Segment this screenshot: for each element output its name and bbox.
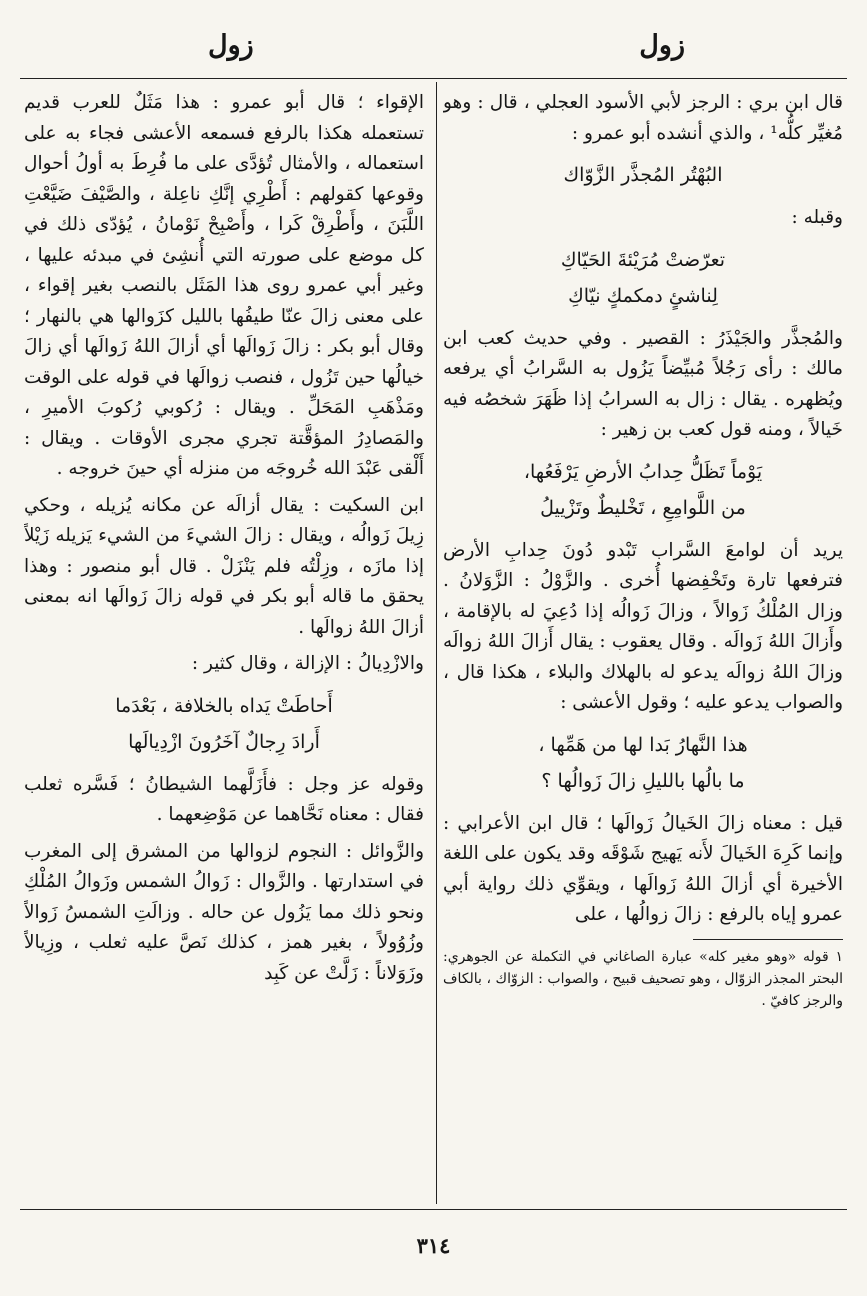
paragraph: وقبله : [791,207,843,228]
page-number: ٣١٤ [416,1233,451,1258]
verse [443,242,843,314]
verse [24,688,424,760]
verse [443,157,843,193]
verse-line: من اللَّوامِعِ ، تَخْليطٌ وتَزْييلُ [540,496,746,519]
paragraph: الإقواء ؛ قال أبو عمرو : هذا مَثَلٌ للعرب قديم تستعمله هكذا بالرفع فسمعه الأعشى فجاء به على استعماله ، والأمثال تُؤدَّى على ما فُرِطَ به أولُ أحوال وقوعها كقولهم : أَطْرِي إنَّكِ ناعِلة ، والصَّيْفَ ضَيَّعْتِ اللَّبَنَ ، وأَطْرِقْ كَرا ، وأَصْبِحْ نَوْمانُ ، يُؤدّى ذلك في كل موضع على صورته التي أُنشِئ في مبدئه عليها ، وغير أبي عمرو روى هذا المَثَل بالنصب بغير إقواء ، على معنى زالَ عنّا طيفُها بالليل كزَوالها هي بالنهار ؛ وقال أبو بكر : زالَ زَوالَها أي أزالَ اللهُ زَوالَها أي زالَ خيالُها حين تَزُول ، فنصب زوالَها في قوله على الوقت ومَذْهَبِ المَحَلِّ . ويقال : رُكوبي رُكوبَ الأميرِ ، والمَصادِرُ المؤقَّتة تجري مجرى الأوقات . ويقال : أَلْقى عَبْدَ الله خُروجَه من منزله أي حينَ خروجه . [24,92,424,479]
verse-line: ما بالُها بالليلِ زالَ زَوالُها ؟ [541,769,745,792]
verse-line: البُهْتُر المُجذَّر الزَّوّاك [563,164,723,186]
verse-line: تعرّضتْ مُرَيْئةَ الحَيّاكِ [560,248,726,271]
paragraph: ابن السكيت : يقال أزالَه عن مكانه يُزيله ، وحكي زِيلَ زَوالُه ، ويقال : زالَ الشيءَ من الشيء يَزيله زَيْلاً إذا مازَه ، وزِلْتُه فلم يَنْزَلْ . قال أبو منصور : وهذا يحقق ما قاله أبو بكر في قوله زالَ زَوالَها انه بمعنى أزالَ اللهُ زوالَها . [24,494,424,638]
right-column [443,88,843,1198]
column-divider [436,82,437,1204]
bottom-rule [20,1209,847,1210]
paragraph: والمُجذَّر والجَيْذَرُ : القصير . وفي حديث كعب ابن مالك : رأى رَجُلاً مُبيِّضاً يَزُول به السَّرابُ أي يرفعه ويُظهره . يقال : زال به السرابُ إذا ظَهَرَ شخصُه فيه خَيالاً ، ومنه قول كعب بن زهير : [443,327,843,440]
paragraph: قال ابن بري : الرجز لأبي الأسود العجلي ، قال : وهو مُغيِّر كلُّه¹ ، والذي أنشده أبو عمرو : [443,92,843,144]
paragraph: قيل : معناه زالَ الخَيالُ زَوالَها ؛ قال ابن الأعرابي : وإنما كَرِهَ الخَيالَ لأَنه يَهيج شَوْقَه وقد يكون على اللغة الأخيرة أي أزالَ اللهُ زَوالَها ، ويقوِّي ذلك رواية أبي عمرو إياه بالرفع : زالَ زوالُها ، على [443,812,843,925]
left-column [24,88,424,1198]
header-word-right: زول [639,30,685,61]
verse [443,727,843,799]
header-word-left: زول [208,30,254,61]
verse-line: هذا النَّهارُ بَدا لها من هَمِّها ، [538,733,748,756]
verse-line: أَرادَ رِجالٌ آخَرُونَ ازْدِيالَها [128,730,320,753]
verse [443,454,843,526]
paragraph: وقوله عز وجل : فأَزَلَّهما الشيطانُ ؛ فَسَّره ثعلب فقال : معناه نَحَّاهما عن مَوْضِعهما . [24,773,424,825]
paragraph: يريد أن لوامعَ السَّراب تَبْدو دُونَ حِدابِ الأرض فترفعها تارة وتَخْفِضها أُخرى . والزَّوْلُ : الزَّوَلانُ . وزال المُلْكُ زَوالاً ، وزالَ زَوالُه إذا دُعِيَ له بالإقامة ، وأَزالَ اللهُ زَوالَه . وقال يعقوب : يقال أَزالَ اللهُ زوالَه وزالَ اللهُ زوالَه يدعو له بالهلاك والبلاء ، هكذا قال ، والصواب يدعو عليه ؛ وقول الأعشى : [443,539,843,713]
verse-line: أَحاطَتْ يَداه بالخلافة ، بَعْدَما [115,694,333,717]
paragraph: والزَّوائل : النجوم لزوالها من المشرق إلى المغرب في استدارتها . والزَّوال : زَوالُ الشمس وزَوالُ المُلْكِ ونحو ذلك مما يَزُول عن حاله . وزالَتِ الشمسُ زَوالاً وزُوُولاً ، بغير همز ، كذلك نَصَّ عليه ثعلب ، وزِيالاً وزَوَلاناً : زَلَّتْ عن كَبِد [24,840,424,984]
verse-line: لِناشئٍ دمكمكٍ نيّاكِ [568,284,718,307]
footnote: ١ قوله «وهو مغير كله» عبارة الصاغاني في التكملة عن الجوهري: البحتر المجذر الزوّال ، وهو تصحيف قبيح ، والصواب : الزوّاك ، بالكاف والرجز كافيّ . [443,948,843,1009]
verse-line: يَوْماً تَظَلُّ حِدابُ الأرضِ يَرْفَعُها، [523,460,763,483]
top-rule [20,78,847,79]
footnote-rule [693,939,843,940]
paragraph: والازْدِيالُ : الإزالة ، وقال كثير : [191,653,424,674]
